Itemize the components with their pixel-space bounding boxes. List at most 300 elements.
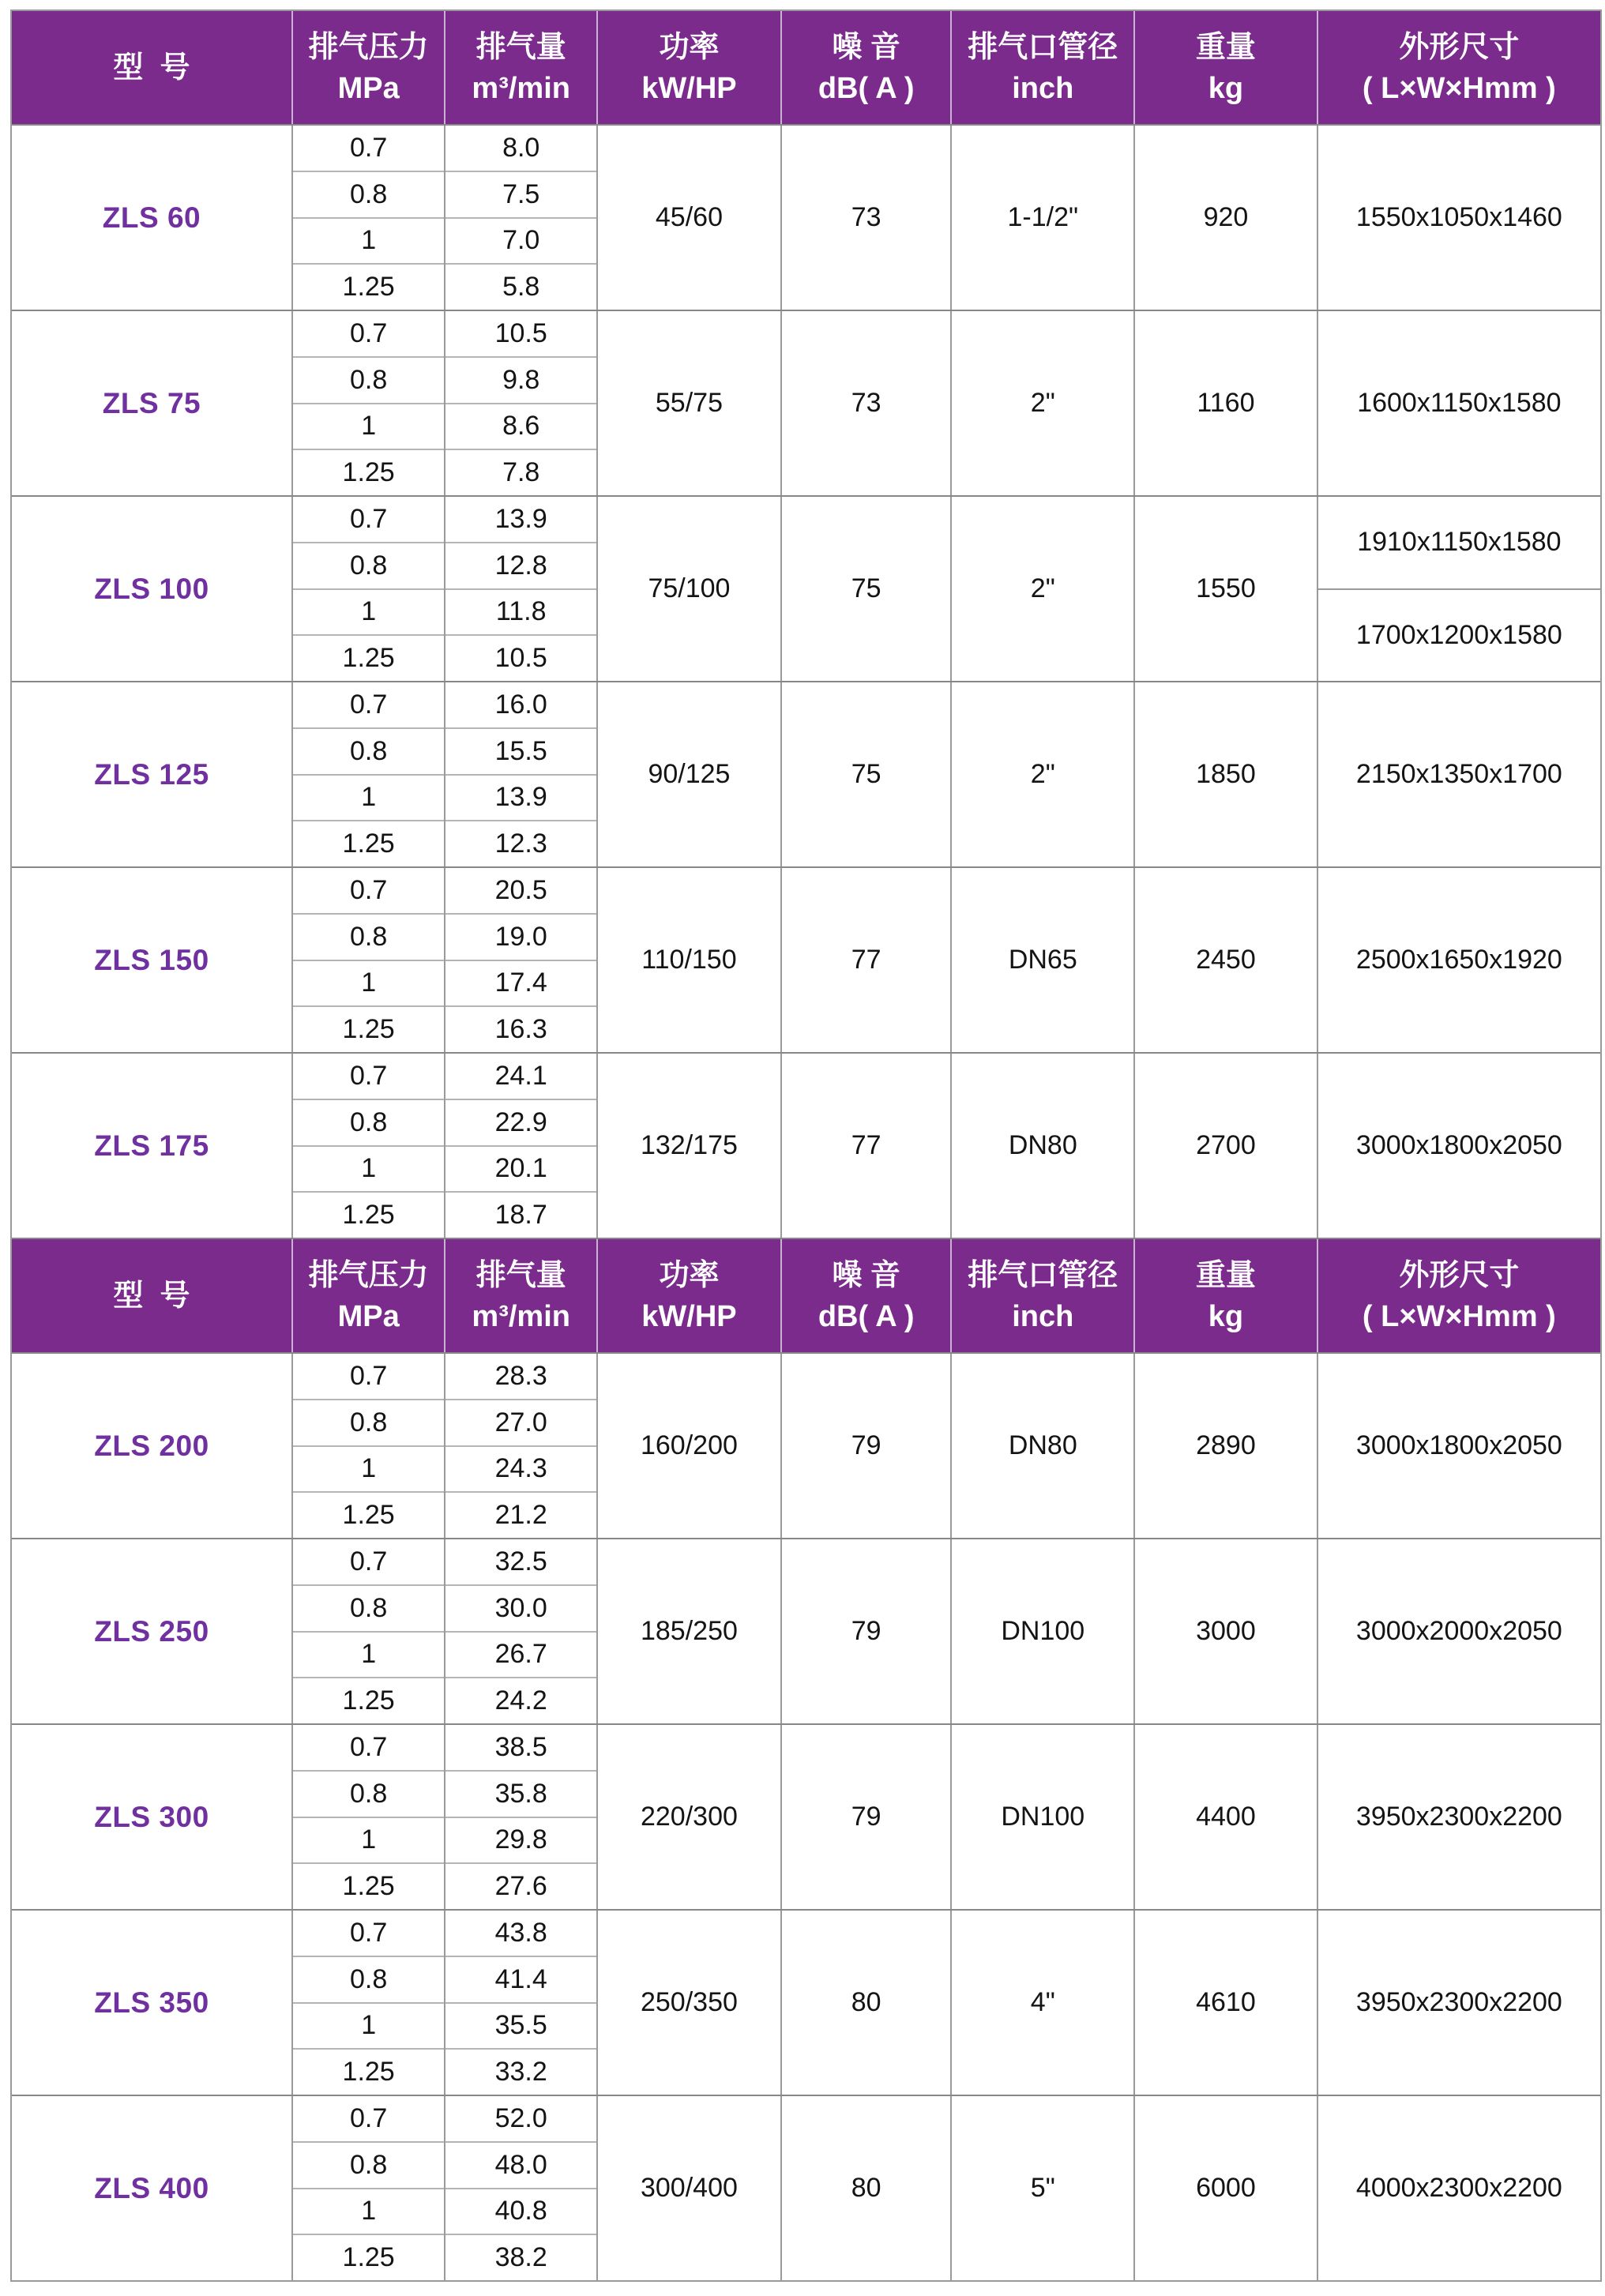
model-name: ZLS 350 [94,1986,209,2019]
header-label: kg [1208,1299,1244,1333]
pressure-value: 1 [293,588,444,635]
power-cell [596,1911,780,2095]
displacement-value: 24.3 [445,1445,596,1492]
power-value: 220/300 [640,1802,738,1832]
sub-column-displacements [444,1054,596,1238]
model-name: ZLS 250 [94,1614,209,1648]
displacement-value: 7.5 [445,171,596,217]
dims-cell [1317,126,1600,310]
dims-cell [1317,1054,1600,1238]
header-label: inch [1012,1299,1074,1333]
displacement-value: 38.5 [494,1731,547,1762]
pipe-cell [950,126,1133,310]
model-name: ZLS 75 [102,386,201,419]
header-label: ( L×W×Hmm ) [1362,71,1556,105]
model-block [12,681,1600,866]
displacement-value: 12.3 [445,820,596,866]
pressure-value: 1.25 [293,1005,444,1052]
pressure-value: 1.25 [293,1862,444,1909]
displacement-value: 13.9 [445,774,596,821]
sub-column-pressures [291,868,444,1052]
displacement-value: 28.3 [494,1360,547,1391]
sub-column-pressures [291,1911,444,2095]
sub-column-pressures [291,126,444,310]
model-cell [12,868,291,1052]
model-block [12,495,1600,681]
sub-column-displacements [444,1725,596,1909]
noise-value: 77 [851,945,881,975]
displacement-value: 7.8 [445,449,596,495]
model-block [12,310,1600,495]
pressure-value: 0.8 [293,171,444,217]
displacement-value: 30.0 [445,1584,596,1631]
weight-cell [1133,682,1317,866]
displacement-value: 26.7 [445,1631,596,1678]
weight-cell [1133,1354,1317,1538]
displacement-value: 18.7 [445,1191,596,1238]
weight-cell [1133,497,1317,681]
weight-cell [1133,2096,1317,2280]
displacement-value: 9.8 [445,356,596,403]
header-cell-model [12,11,291,124]
header-label: 噪 音 [832,30,900,64]
pressure-value: 0.7 [350,1731,388,1762]
dims-cell [1317,497,1600,681]
pressure-value: 1.25 [293,263,444,310]
header-label: 重量 [1195,30,1256,64]
header-label: m³/min [472,1299,570,1333]
pressure-value: 0.7 [350,1546,388,1576]
model-cell [12,311,291,495]
table-header [12,11,1600,124]
displacement-value: 38.2 [445,2234,596,2280]
pressure-value: 0.7 [350,503,388,534]
model-cell [12,1911,291,2095]
pipe-value: 1-1/2" [1007,202,1079,232]
dims-value: 3000x2000x2050 [1355,1616,1562,1646]
weight-cell [1133,868,1317,1052]
header-cell-pipe [950,1239,1133,1352]
pressure-value: 0.8 [293,1584,444,1631]
sub-column-pressures [291,1725,444,1909]
pressure-value: 1 [293,403,444,449]
sub-column-displacements [444,2096,596,2280]
sub-column-displacements [444,126,596,310]
noise-value: 79 [851,1616,881,1646]
power-value: 75/100 [648,573,731,603]
displacement-value: 40.8 [445,2188,596,2234]
power-value: 160/200 [640,1430,738,1460]
weight-value: 3000 [1196,1616,1256,1646]
weight-value: 1160 [1197,388,1255,418]
noise-value: 73 [851,388,881,418]
pipe-cell [950,1911,1133,2095]
dims-value: 3950x2300x2200 [1355,1802,1562,1832]
pipe-cell [950,1354,1133,1538]
pressure-value: 0.7 [350,1917,388,1948]
power-value: 250/350 [640,1987,738,2017]
displacement-value: 29.8 [445,1817,596,1863]
noise-value: 77 [851,1130,881,1160]
noise-value: 75 [851,573,881,603]
pipe-value: DN100 [1001,1802,1085,1832]
header-label: 排气量 [475,1258,566,1292]
pipe-cell [950,682,1133,866]
model-cell [12,682,291,866]
power-value: 185/250 [640,1616,738,1646]
header-label: 型 号 [113,51,190,85]
dims-value: 3000x1800x2050 [1355,1430,1562,1460]
pressure-value: 0.7 [350,132,388,163]
model-block [12,1352,1600,1538]
noise-cell [780,1911,951,2095]
pressure-value: 0.7 [350,689,388,720]
compressor-spec-table [10,9,1602,2282]
model-cell [12,1354,291,1538]
header-cell-displacement [444,11,596,124]
model-name: ZLS 400 [94,2171,209,2204]
pipe-cell [950,1539,1133,1723]
displacement-value: 22.9 [445,1099,596,1145]
header-cell-weight [1133,1239,1317,1352]
dims-cell [1317,682,1600,866]
power-value: 110/150 [641,945,737,975]
pressure-value: 1 [293,1445,444,1492]
pipe-value: DN100 [1001,1616,1085,1646]
model-cell [12,1054,291,1238]
pressure-value: 0.8 [293,1956,444,2002]
model-cell [12,2096,291,2280]
sub-column-displacements [444,1354,596,1538]
noise-cell [780,497,951,681]
noise-value: 73 [851,202,881,232]
header-label: 噪 音 [832,1258,900,1292]
displacement-value: 24.1 [494,1060,547,1091]
sub-column-pressures [291,1539,444,1723]
model-block [12,1052,1600,1238]
dims-value: 4000x2300x2200 [1355,2173,1562,2203]
header-cell-dims [1317,1239,1600,1352]
displacement-value: 20.5 [494,874,547,905]
noise-cell [780,1725,951,1909]
model-name: ZLS 150 [94,943,209,976]
pressure-value: 1.25 [293,1491,444,1538]
pressure-value: 1 [293,2188,444,2234]
header-label: dB( A ) [818,71,915,105]
header-label: MPa [337,1299,400,1333]
weight-cell [1133,1054,1317,1238]
power-value: 300/400 [640,2173,738,2203]
displacement-value: 16.0 [494,689,547,720]
sub-column-pressures [291,1054,444,1238]
header-cell-pressure [291,1239,444,1352]
sub-column-pressures [291,497,444,681]
displacement-value: 10.5 [494,318,547,348]
model-cell [12,1725,291,1909]
power-value: 90/125 [648,759,731,789]
pressure-value: 0.8 [293,913,444,960]
noise-value: 80 [851,1987,881,2017]
displacement-value: 35.8 [445,1770,596,1817]
weight-value: 1850 [1196,759,1256,789]
pressure-value: 0.7 [350,1360,388,1391]
pressure-value: 1.25 [293,2048,444,2095]
header-cell-pressure [291,11,444,124]
noise-cell [780,1054,951,1238]
displacement-value: 41.4 [445,1956,596,2002]
weight-value: 920 [1203,202,1249,232]
dims-value: 3950x2300x2200 [1355,1987,1562,2017]
weight-value: 6000 [1196,2173,1256,2203]
pressure-value: 1.25 [293,634,444,681]
noise-value: 79 [851,1430,881,1460]
header-label: kg [1208,71,1244,105]
pressure-value: 1 [293,1817,444,1863]
pressure-value: 0.8 [293,356,444,403]
weight-cell [1133,126,1317,310]
noise-value: 79 [851,1802,881,1832]
pressure-value: 0.8 [293,1770,444,1817]
power-cell [596,868,780,1052]
weight-value: 4610 [1196,1987,1256,2017]
pipe-value: 2" [1030,759,1055,789]
sub-column-displacements [444,497,596,681]
header-label: ( L×W×Hmm ) [1362,1299,1556,1333]
dims-cell [1317,868,1600,1052]
pressure-value: 0.8 [293,727,444,774]
weight-value: 2700 [1196,1130,1256,1160]
header-label: 型 号 [113,1279,190,1313]
header-label: m³/min [472,71,570,105]
pressure-value: 1 [293,1145,444,1192]
header-label: dB( A ) [818,1299,915,1333]
header-cell-power [596,1239,780,1352]
header-label: 排气量 [475,30,566,64]
pipe-value: 2" [1030,573,1055,603]
displacement-value: 19.0 [445,913,596,960]
sub-column-displacements [444,1539,596,1723]
pressure-value: 1 [293,774,444,821]
dims-value: 1550x1050x1460 [1355,202,1562,232]
header-label: kW/HP [641,71,737,105]
dims-cell [1317,1725,1600,1909]
sub-column-pressures [291,1354,444,1538]
header-cell-noise [780,11,951,124]
model-block [12,1723,1600,1909]
pressure-value: 0.8 [293,1099,444,1145]
weight-value: 4400 [1196,1802,1256,1832]
pressure-value: 1.25 [293,1191,444,1238]
pipe-cell [950,868,1133,1052]
weight-cell [1133,1725,1317,1909]
power-cell [596,2096,780,2280]
model-block [12,1538,1600,1723]
header-cell-noise [780,1239,951,1352]
pipe-cell [950,497,1133,681]
table-header [12,1238,1600,1352]
power-cell [596,1725,780,1909]
power-cell [596,497,780,681]
pressure-value: 0.7 [350,2102,388,2133]
displacement-value: 24.2 [445,1677,596,1723]
model-block [12,1909,1600,2095]
sub-column-pressures [291,2096,444,2280]
noise-cell [780,682,951,866]
weight-cell [1133,1911,1317,2095]
header-label: 功率 [659,1258,720,1292]
model-cell [12,1539,291,1723]
pressure-value: 1.25 [293,2234,444,2280]
model-name: ZLS 300 [94,1800,209,1833]
power-value: 132/175 [640,1130,738,1160]
dims-cell [1317,311,1600,495]
power-cell [596,1354,780,1538]
power-cell [596,311,780,495]
pipe-value: DN65 [1008,945,1077,975]
noise-cell [780,1539,951,1723]
noise-cell [780,126,951,310]
power-cell [596,126,780,310]
header-cell-displacement [444,1239,596,1352]
header-label: 重量 [1195,1258,1256,1292]
power-value: 55/75 [655,388,723,418]
header-label: 排气压力 [308,30,429,64]
displacement-value: 7.0 [445,217,596,264]
pressure-value: 1 [293,1631,444,1678]
weight-value: 2450 [1196,945,1256,975]
sub-column-displacements [444,868,596,1052]
displacement-value: 48.0 [445,2141,596,2188]
pressure-value: 0.7 [350,318,388,348]
pipe-value: DN80 [1008,1130,1077,1160]
pipe-cell [950,311,1133,495]
sub-column-displacements [444,682,596,866]
dims-value: 1600x1150x1580 [1357,388,1562,418]
displacement-value: 16.3 [445,1005,596,1052]
power-cell [596,682,780,866]
header-label: 排气压力 [308,1258,429,1292]
pipe-value: 2" [1030,388,1055,418]
pipe-value: 5" [1030,2173,1055,2203]
displacement-value: 20.1 [445,1145,596,1192]
model-block [12,866,1600,1052]
noise-cell [780,1354,951,1538]
dims-cell [1317,2096,1600,2280]
header-cell-weight [1133,11,1317,124]
displacement-value: 8.0 [502,132,540,163]
noise-cell [780,311,951,495]
header-label: 功率 [659,30,720,64]
pressure-value: 0.8 [293,2141,444,2188]
displacement-value: 21.2 [445,1491,596,1538]
sub-column-pressures [291,682,444,866]
displacement-value: 10.5 [445,634,596,681]
displacement-value: 27.6 [445,1862,596,1909]
pressure-value: 1.25 [293,1677,444,1723]
dims-value: 2150x1350x1700 [1355,759,1562,789]
pressure-value: 1.25 [293,820,444,866]
header-cell-dims [1317,11,1600,124]
pressure-value: 0.7 [350,1060,388,1091]
displacement-value: 8.6 [445,403,596,449]
header-label: kW/HP [641,1299,737,1333]
header-cell-pipe [950,11,1133,124]
dims-cell [1317,1354,1600,1538]
displacement-value: 27.0 [445,1399,596,1445]
power-value: 45/60 [655,202,723,232]
sub-column-pressures [291,311,444,495]
header-label: 外形尺寸 [1399,30,1520,64]
header-label: 排气口管径 [968,1258,1118,1292]
dims-value: 3000x1800x2050 [1355,1130,1562,1160]
noise-cell [780,2096,951,2280]
displacement-value: 15.5 [445,727,596,774]
pressure-value: 1 [293,2002,444,2049]
pipe-cell [950,1725,1133,1909]
header-cell-power [596,11,780,124]
model-block [12,124,1600,310]
displacement-value: 35.5 [445,2002,596,2049]
displacement-value: 5.8 [445,263,596,310]
pipe-cell [950,1054,1133,1238]
displacement-value: 32.5 [494,1546,547,1576]
power-cell [596,1539,780,1723]
header-label: 排气口管径 [968,30,1118,64]
model-cell [12,126,291,310]
model-block [12,2095,1600,2280]
noise-value: 80 [851,2173,881,2203]
pressure-value: 1.25 [293,449,444,495]
noise-value: 75 [851,759,881,789]
header-label: MPa [337,71,400,105]
pipe-cell [950,2096,1133,2280]
displacement-value: 13.9 [494,503,547,534]
weight-cell [1133,1539,1317,1723]
dims-cell [1317,1539,1600,1723]
noise-cell [780,868,951,1052]
dims-value: 2500x1650x1920 [1355,945,1562,975]
dims-cell [1317,1911,1600,2095]
weight-cell [1133,311,1317,495]
model-name: ZLS 175 [94,1129,209,1162]
pressure-value: 0.8 [293,1399,444,1445]
weight-value: 1550 [1196,573,1256,603]
displacement-value: 52.0 [494,2102,547,2133]
pressure-value: 1 [293,960,444,1006]
displacement-value: 43.8 [494,1917,547,1948]
model-name: ZLS 100 [94,572,209,605]
header-label: 外形尺寸 [1399,1258,1520,1292]
displacement-value: 12.8 [445,542,596,588]
sub-column-displacements [444,1911,596,2095]
model-name: ZLS 125 [94,757,209,791]
pressure-value: 1 [293,217,444,264]
dims-value: 1700x1200x1580 [1318,588,1600,682]
displacement-value: 11.8 [445,588,596,635]
sub-column-displacements [444,311,596,495]
pipe-value: 4" [1030,1987,1055,2017]
header-cell-model [12,1239,291,1352]
power-cell [596,1054,780,1238]
weight-value: 2890 [1196,1430,1256,1460]
header-label: inch [1012,71,1074,105]
displacement-value: 17.4 [445,960,596,1006]
dims-value: 1910x1150x1580 [1357,527,1562,558]
pressure-value: 0.8 [293,542,444,588]
model-name: ZLS 60 [102,201,201,234]
model-cell [12,497,291,681]
pipe-value: DN80 [1008,1430,1077,1460]
